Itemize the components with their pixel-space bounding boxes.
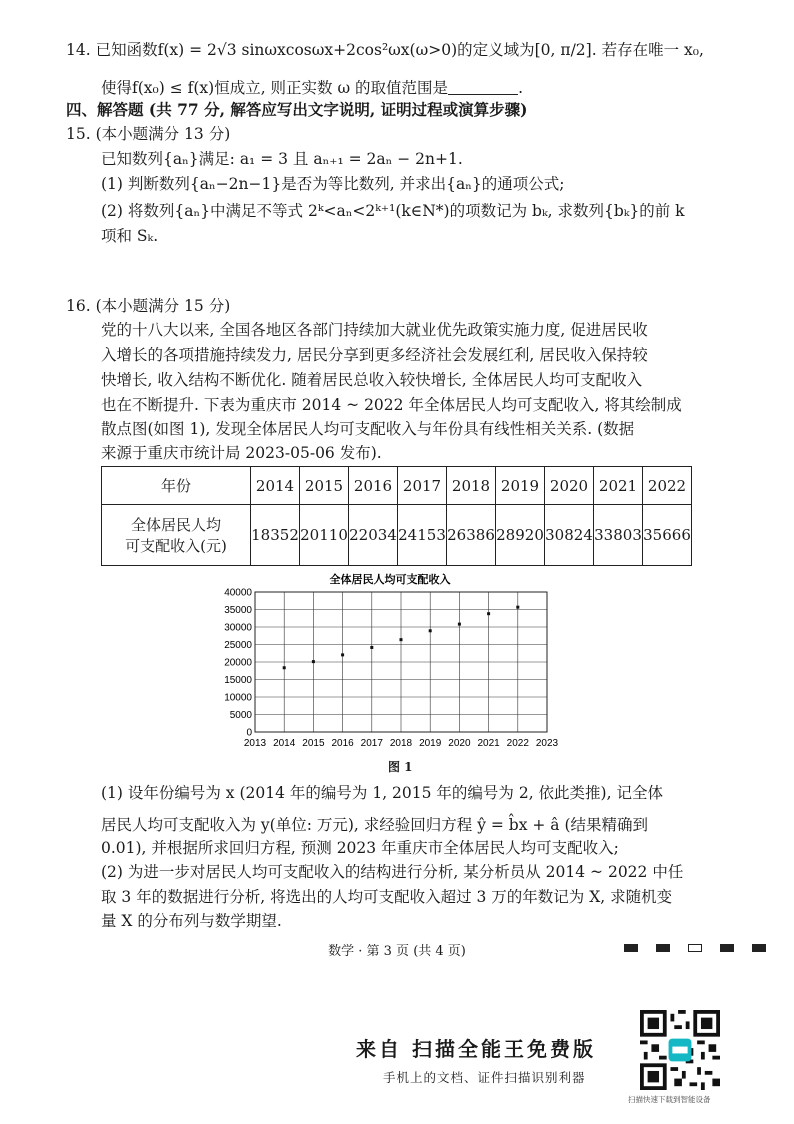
q15-part2a: (2) 将数列{aₙ}中满足不等式 2ᵏ<aₙ<2ᵏ⁺¹(k∈N*)的项数记为 bₖ, 求数列{bₖ}的前 k (101, 202, 685, 220)
y-tick-labels (224, 588, 252, 739)
x-tick-label: 2018 (389, 738, 413, 749)
x-tick-label: 2022 (506, 738, 529, 749)
x-tick-label: 2019 (419, 738, 442, 749)
q16-para-line: 入增长的各项措施持续发力, 居民分享到更多经济社会发展红利, 居民收入保持较 (101, 346, 648, 364)
data-point (429, 629, 432, 632)
table-cell: 2021 (594, 467, 643, 505)
y-tick-label: 25000 (224, 640, 252, 651)
q15-part2b: 项和 Sₖ. (101, 227, 159, 245)
qr-caption: 扫描快速下载到智能设备 (628, 1095, 711, 1104)
scatter-chart (200, 570, 600, 775)
mark-block (752, 944, 766, 952)
y-tick-label: 10000 (224, 692, 252, 704)
x-tick-label: 2020 (448, 738, 471, 749)
chart-title: 全体居民人均可支配收入 (329, 574, 451, 586)
table-cell: 35666 (643, 505, 692, 566)
table-cell: 33803 (594, 505, 643, 566)
x-tick-label: 2017 (360, 738, 383, 749)
data-point (341, 653, 344, 656)
table-cell: 22034 (349, 505, 398, 566)
table-cell: 20110 (300, 505, 349, 566)
q14-line2-text: 使得f(x₀) ≤ f(x)恒成立, 则正实数 ω 的取值范围是 (101, 79, 449, 97)
x-tick-label: 2021 (477, 738, 500, 749)
x-tick-label: 2013 (243, 738, 267, 749)
mark-block-hollow (688, 944, 702, 952)
qr-code-icon (640, 1010, 720, 1090)
x-tick-label: 2016 (331, 738, 354, 749)
q16-para-line: 快增长, 收入结构不断优化. 随着居民总收入较快增长, 全体居民人均可支配收入 (101, 371, 643, 389)
table-cell: 2015 (300, 467, 349, 505)
table-header-year: 年份 (102, 467, 251, 505)
chart-grid (255, 592, 547, 732)
mark-block (656, 944, 670, 952)
y-tick-label: 15000 (224, 675, 252, 686)
mark-block (624, 944, 638, 952)
q16-part-line: 居民人均可支配收入为 y(单位: 万元), 求经验回归方程 ŷ = b̂x + â (结果精确到 (101, 816, 649, 834)
table-cell: 2020 (545, 467, 594, 505)
scanner-subtitle: 手机上的文档、证件扫描识别利器 (383, 1070, 586, 1085)
q15-given: 已知数列{aₙ}满足: a₁ = 3 且 aₙ₊₁ = 2aₙ − 2n+1. (101, 150, 463, 168)
data-point (516, 606, 519, 609)
table-cell: 2017 (398, 467, 447, 505)
table-header-income-a: 全体居民人均 (130, 516, 221, 534)
q16-part-line: 量 X 的分布列与数学期望. (101, 912, 282, 930)
y-tick-label: 20000 (224, 657, 252, 669)
answer-blank (448, 80, 518, 95)
data-point (283, 666, 286, 669)
table-header-income-b: 可支配收入(元) (125, 537, 227, 555)
q16-para-line: 来源于重庆市统计局 2023-05-06 发布). (101, 444, 382, 462)
mark-block (720, 944, 734, 952)
q16-para-line: 党的十八大以来, 全国各地区各部门持续加大就业优先政策实施力度, 促进居民收 (101, 321, 648, 339)
table-cell: 26386 (447, 505, 496, 566)
q15-part1: (1) 判断数列{aₙ−2n−1}是否为等比数列, 并求出{aₙ}的通项公式; (101, 175, 565, 193)
x-tick-labels (244, 738, 559, 749)
q16-para-line: 散点图(如图 1), 发现全体居民人均可支配收入与年份具有线性相关关系. (数据 (101, 420, 635, 438)
q16-part-line: (2) 为进一步对居民人均可支配收入的结构进行分析, 某分析员从 2014 ~ 2022 中任 (101, 863, 684, 881)
x-tick-label: 2023 (535, 738, 559, 749)
table-cell: 2022 (643, 467, 692, 505)
q14-line2: 使得f(x₀) ≤ f(x)恒成立, 则正实数 ω 的取值范围是 . (101, 79, 523, 97)
table-cell: 28920 (496, 505, 545, 566)
data-point (487, 612, 490, 615)
y-tick-label: 35000 (224, 605, 252, 616)
x-tick-label: 2014 (273, 738, 296, 749)
page-footer: 数学 · 第 3 页 (共 4 页) (328, 944, 466, 959)
data-point (370, 646, 373, 649)
y-tick-label: 0 (246, 727, 252, 739)
y-tick-label: 30000 (224, 622, 252, 634)
table-row-incomes (102, 505, 692, 566)
data-point (312, 660, 315, 663)
section-heading: 四、解答题 (共 77 分, 解答应写出文字说明, 证明过程或演算步骤) (66, 100, 528, 119)
q16-part-line: 0.01), 并根据所求回归方程, 预测 2023 年重庆市全体居民人均可支配收入; (101, 839, 619, 857)
table-cell: 2019 (496, 467, 545, 505)
y-tick-label: 5000 (229, 710, 252, 721)
scanner-title: 来自 扫描全能王免费版 (356, 1037, 596, 1061)
q14-line1: 14. 已知函数f(x) = 2√3 sinωxcosωx+2cos²ωx(ω>0)的定义域为[0, π/2]. 若存在唯一 x₀, (66, 41, 704, 59)
q16-header: 16. (本小题满分 15 分) (66, 297, 231, 315)
table-cell: 2018 (447, 467, 496, 505)
table-row-years (102, 467, 692, 505)
table-header-income (102, 505, 251, 566)
y-tick-label: 40000 (224, 587, 252, 599)
data-point (458, 623, 461, 626)
figure-caption: 图 1 (388, 760, 413, 774)
table-cell: 2014 (251, 467, 300, 505)
table-cell: 2016 (349, 467, 398, 505)
data-point (400, 638, 403, 641)
q16-para-line: 也在不断提升. 下表为重庆市 2014 ~ 2022 年全体居民人均可支配收入, 将其绘制成 (101, 396, 682, 414)
q15-header: 15. (本小题满分 13 分) (66, 125, 231, 143)
q16-part-line: (1) 设年份编号为 x (2014 年的编号为 1, 2015 年的编号为 2, 依此类推), 记全体 (101, 784, 663, 802)
income-table (101, 466, 692, 566)
table-cell: 30824 (545, 505, 594, 566)
table-cell: 18352 (251, 505, 300, 566)
table-cell: 24153 (398, 505, 447, 566)
q16-part-line: 取 3 年的数据进行分析, 将选出的人均可支配收入超过 3 万的年数记为 X, 求随机变 (101, 888, 673, 906)
x-tick-label: 2015 (302, 738, 325, 749)
